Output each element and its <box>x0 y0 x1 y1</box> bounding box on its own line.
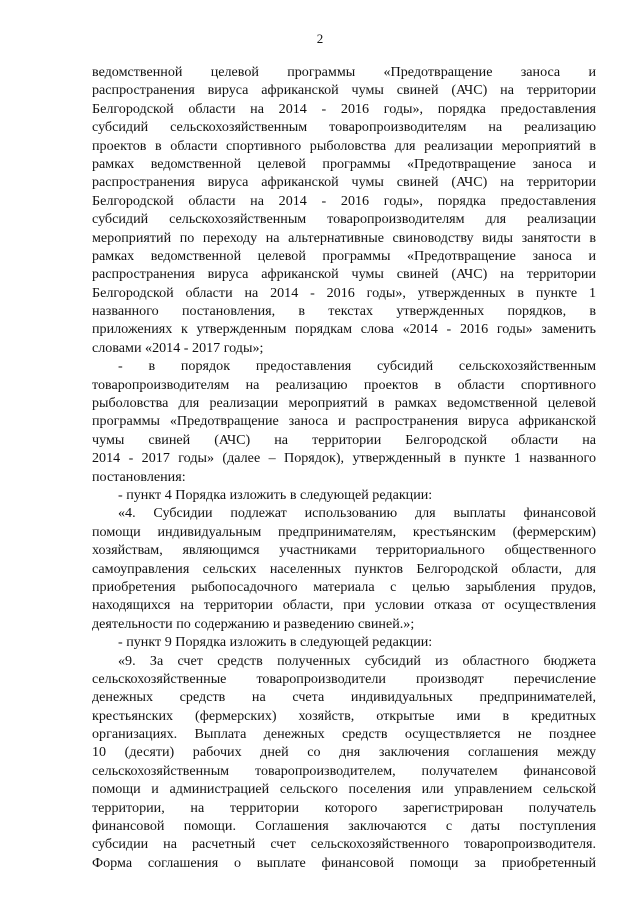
text-line: программы «Предотвращение заноса и распространения вируса африканской <box>92 413 596 430</box>
text-line: словами «2014 - 2017 годы»; <box>92 339 264 356</box>
text-line: территории, на территории которого зарегистрирован получатель <box>92 799 596 816</box>
text-line: постановления: <box>92 468 186 485</box>
text-line: мероприятий по переходу на альтернативные свиноводству виды занятости в <box>92 229 596 246</box>
text-line: чумы свиней (АЧС) на территории Белгородской области на <box>92 431 596 448</box>
text-line: названного постановления, в текстах утвержденных порядков, в <box>92 303 596 320</box>
text-line: - пункт 9 Порядка изложить в следующей редакции: <box>118 634 433 651</box>
text-line: организациях. Выплата денежных средств осуществляется не позднее <box>92 726 596 743</box>
text-line: крестьянских (фермерских) хозяйств, открытые ими в кредитных <box>92 707 596 724</box>
text-line: приложениях к утвержденным порядкам слова «2014 - 2016 годы» заменить <box>92 321 596 338</box>
text-line: «4. Субсидии подлежат использованию для выплаты финансовой <box>118 505 596 522</box>
text-line: субсидий сельскохозяйственным товаропроизводителям для реализации <box>92 211 596 228</box>
document-body <box>92 63 596 872</box>
text-line: хозяйствам, являющимся участниками территориального общественного <box>92 542 596 559</box>
text-line: денежных средств на счета индивидуальных предпринимателей, <box>92 689 596 706</box>
text-line: находящихся на территории области, при условии отказа от осуществления <box>92 597 596 614</box>
text-line: 10 (десяти) рабочих дней со дня заключения соглашения между <box>92 744 596 761</box>
text-line: Белгородской области на 2014 - 2016 годы», утвержденных в пункте 1 <box>92 284 596 301</box>
text-line: деятельности по содержанию и разведению свиней.»; <box>92 615 415 632</box>
text-line: рамках ведомственной целевой программы «Предотвращение заноса и <box>92 155 596 172</box>
text-line: сельскохозяйственным товаропроизводителем, получателем финансовой <box>92 762 596 779</box>
text-line: финансовой помощи. Соглашения заключаются с даты поступления <box>92 818 596 835</box>
text-line: «9. За счет средств полученных субсидий из областного бюджета <box>118 652 596 669</box>
text-line: рамках ведомственной целевой программы «Предотвращение заноса и <box>92 247 596 264</box>
text-line: Белгородской области на 2014 - 2016 годы», порядка предоставления <box>92 100 596 117</box>
text-line: субсидии на расчетный счет сельскохозяйственного товаропроизводителя. <box>92 836 596 853</box>
text-line: товаропроизводителям на реализацию проектов в области спортивного <box>92 376 596 393</box>
text-line: Форма соглашения о выплате финансовой помощи за приобретенный <box>92 854 596 871</box>
text-line: рыболовства для реализации мероприятий в рамках ведомственной целевой <box>92 395 596 412</box>
text-line: распространения вируса африканской чумы свиней (АЧС) на территории <box>92 266 596 283</box>
text-line: Белгородской области на 2014 - 2016 годы», порядка предоставления <box>92 192 596 209</box>
text-line: приобретения рыбопосадочного материала с целью зарыбления прудов, <box>92 578 596 595</box>
page-number: 2 <box>316 31 324 46</box>
text-line: помощи и администрацией сельского поселения или управлением сельской <box>92 781 596 798</box>
text-line: проектов в области спортивного рыболовства для реализации мероприятий в <box>92 137 596 154</box>
text-line: сельскохозяйственные товаропроизводители производят перечисление <box>92 670 596 687</box>
text-line: помощи индивидуальным предпринимателям, крестьянским (фермерским) <box>92 523 596 540</box>
text-line: самоуправления сельских населенных пунктов Белгородской области, для <box>92 560 596 577</box>
text-line: 2014 - 2017 годы» (далее – Порядок), утвержденный в пункте 1 названного <box>92 450 596 467</box>
text-line: распространения вируса африканской чумы свиней (АЧС) на территории <box>92 82 596 99</box>
text-line: субсидий сельскохозяйственным товаропроизводителям на реализацию <box>92 119 596 136</box>
text-line: распространения вируса африканской чумы свиней (АЧС) на территории <box>92 174 596 191</box>
text-line: - в порядок предоставления субсидий сельскохозяйственным <box>118 358 596 375</box>
text-line: ведомственной целевой программы «Предотвращение заноса и <box>92 64 596 80</box>
text-line: - пункт 4 Порядка изложить в следующей редакции: <box>118 486 433 503</box>
